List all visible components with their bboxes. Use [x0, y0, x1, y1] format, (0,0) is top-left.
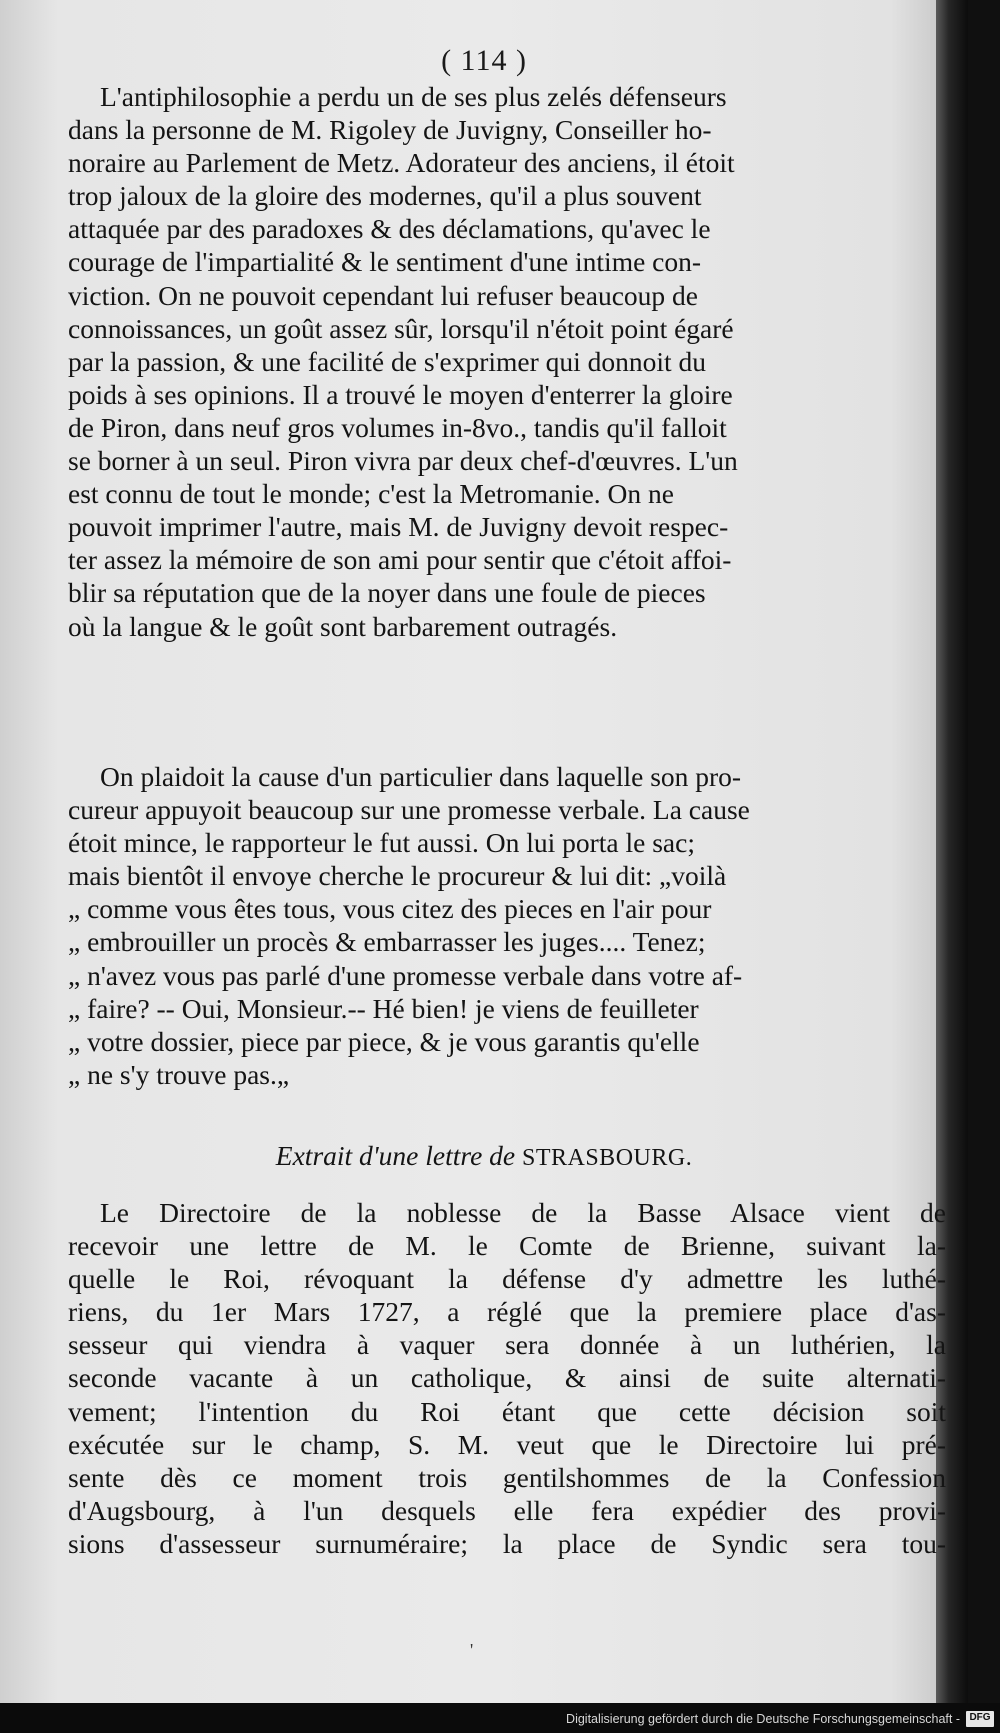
paragraph-text: Le Directoire de la noblesse de la Basse Alsace vient de recevoir une lettre de M. le Comte de Brienne, suivant la- quelle le Roi, révoquant la défense d'y admettre les luthé- riens, du 1er Mars 1727, a réglé que la premiere place d'as- sesseur qui viendra à vaquer sera donnée à un luthérien, la seconde vacante à un catholique, & ainsi de suite alternati- vement; l'intention du Roi étant que cette décision soit exécutée sur le champ, S. M. veut que le Directoire lui pré- sente dès ce moment trois gentilshommes de la Confession d'Augsbourg, à l'un desquels elle fera expédier des provi- sions d'assesseur surnuméraire; la place de Syndic sera tou- — [68, 1197, 946, 1559]
paragraph-strasbourg-letter — [68, 1196, 946, 1560]
page-bottom-mark: ' — [470, 1640, 474, 1660]
paragraph-text: On plaidoit la cause d'un particulier dans laquelle son pro- cureur appuyoit beaucoup sur une promesse verbale. La cause étoit mince, le rapporteur le fut aussi. On lui porta le sac; mais bientôt il envoye cherche le procureur & lui dit: „voilà „ comme vous êtes tous, vous citez des pieces en l'air pour „ embrouiller un procès & embarrasser les juges.... Tenez; „ n'avez vous pas parlé d'une promesse verbale dans votre af- „ faire? -- Oui, Monsieur.-- Hé bien! je viens de feuilleter „ votre dossier, piece par piece, & je vous garantis qu'elle „ ne s'y trouve pas.„ — [68, 761, 750, 1090]
paragraph-procureur-anecdote — [68, 760, 946, 1091]
section-heading — [0, 1140, 968, 1172]
paragraph-text: L'antiphilosophie a perdu un de ses plus zelés défenseurs dans la personne de M. Rigoley de Juvigny, Conseiller ho- noraire au Parlement de Metz. Adorateur des anciens, il étoit trop jaloux de la gloire des modernes, qu'il a plus souvent attaquée par des paradoxes & des déclamations, qu'avec le courage de l'impartialité & le sentiment d'une intime con- viction. On ne pouvoit cependant lui refuser beaucoup de connoissances, un goût assez sûr, lorsqu'il n'étoit point égaré par la passion, & une facilité de s'exprimer qui donnoit du poids à ses opinions. Il a trouvé le moyen d'enterrer la gloire de Piron, dans neuf gros volumes in-8vo., tandis qu'il falloit se borner à un seul. Piron vivra par deux chef-d'œuvres. L'un est connu de tout le monde; c'est la Metromanie. On ne pouvoit imprimer l'autre, mais M. de Juvigny devoit respec- ter assez la mémoire de son ami pour sentir que c'étoit affoi- blir sa réputation que de la noyer dans une foule de pieces où la langue & le goût sont barbarement outragés. — [68, 81, 738, 642]
page-number: ( 114 ) — [441, 44, 527, 77]
paragraph-rigoley-obituary — [68, 80, 946, 643]
heading-italic-text: Extrait d'une lettre de — [275, 1140, 516, 1171]
funding-credit-text: Digitalisierung gefördert durch die Deutsche Forschungsgemeinschaft - — [566, 1712, 960, 1726]
dfg-logo-text: DFG — [969, 1712, 991, 1723]
heading-place-name: STRASBOURG. — [521, 1145, 693, 1171]
digitization-footer — [0, 1703, 1000, 1733]
dfg-logo-icon — [966, 1711, 994, 1727]
